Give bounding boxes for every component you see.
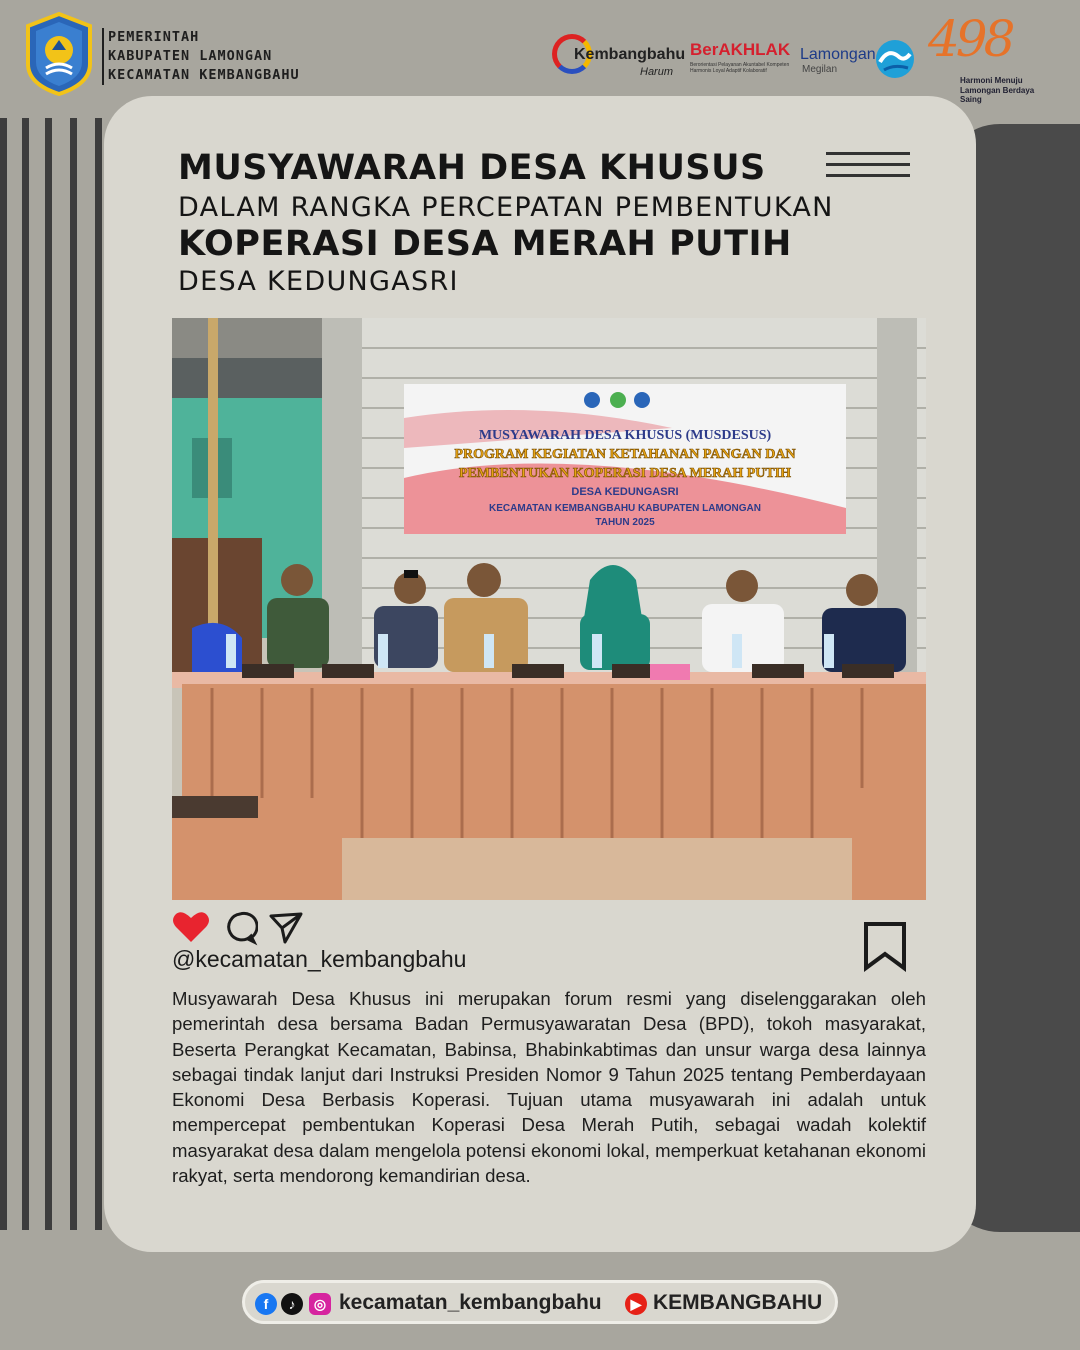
share-send-icon[interactable]	[268, 910, 304, 946]
gov-line-1: PEMERINTAH	[108, 29, 200, 45]
stripe	[70, 118, 77, 1230]
stripe	[0, 118, 7, 1230]
title-line-1: MUSYAWARAH DESA KHUSUS	[178, 148, 766, 188]
social-handle[interactable]: kecamatan_kembangbahu	[339, 1291, 602, 1314]
berakhlak-logo-sub: Berorientasi Pelayanan Akuntabel Kompeten Harmonis Loyal Adaptif Kolaboratif	[690, 62, 790, 74]
title-line-2: DALAM RANGKA PERCEPATAN PEMBENTUKAN	[178, 192, 834, 223]
berakhlak-logo	[690, 40, 795, 80]
kembangbahu-logo-text: Kembangbahu	[574, 46, 686, 63]
lamongan-megilan-logo	[800, 34, 918, 84]
header	[0, 0, 1080, 104]
title-line-4: DESA KEDUNGASRI	[178, 266, 459, 297]
brand-logos	[552, 10, 1072, 104]
facebook-icon[interactable]: f	[255, 1293, 277, 1315]
wave-icon	[874, 38, 916, 80]
youtube-icon[interactable]: ▶	[625, 1293, 647, 1315]
stripe	[45, 118, 52, 1230]
instagram-icon[interactable]: ◎	[309, 1293, 331, 1315]
post-handle[interactable]: @kecamatan_kembangbahu	[172, 946, 467, 972]
tiktok-icon[interactable]: ♪	[281, 1293, 303, 1315]
anniversary-498-logo	[928, 10, 1058, 102]
gov-line-3: KECAMATAN KEMBANGBAHU	[108, 67, 300, 83]
kembangbahu-logo-sub: Harum	[640, 66, 674, 78]
lamongan-regency-emblem-icon	[24, 12, 94, 96]
banner-line-6: TAHUN 2025	[595, 517, 655, 528]
government-name	[108, 28, 300, 85]
banner-line-2: PROGRAM KEGIATAN KETAHANAN PANGAN DAN	[454, 447, 796, 462]
lamongan-logo-text: Lamongan	[800, 46, 876, 63]
bookmark-icon[interactable]	[862, 922, 908, 972]
anniversary-tagline-1: Harmoni Menuju	[960, 76, 1023, 85]
anniversary-number: 498	[928, 10, 1012, 68]
comment-icon[interactable]	[222, 910, 258, 946]
gov-line-2: KABUPATEN LAMONGAN	[108, 48, 273, 64]
stripe	[22, 118, 29, 1230]
post-caption: Musyawarah Desa Khusus ini merupakan forum resmi yang diselenggarakan oleh pemerintah desa bersama Badan Permusyawaratan Desa (BPD), tokoh masyarakat, Beserta Perangkat Kecamatan, Babinsa, Bhabinkabtimas dan unsur warga desa lainnya sebagai tindak lanjut dari Instruksi Presiden Nomor 9 Tahun 2025 tentang Pemberdayaan Ekonomi Desa Berbasis Koperasi. Tujuan utama musyawarah ini adalah untuk mempercepat pembentukan Koperasi Desa Merah Putih, sebagai wadah kolektif masyarakat desa dalam mengelola potensi ekonomi lokal, memperkuat ketahanan ekonomi rakyat, serta mendorong kemandirian desa.	[172, 988, 926, 1187]
title-line-3: KOPERASI DESA MERAH PUTIH	[178, 224, 792, 264]
lamongan-logo-sub: Megilan	[802, 64, 838, 75]
berakhlak-logo-text: BerAKHLAK	[690, 40, 791, 59]
youtube-channel[interactable]: KEMBANGBAHU	[653, 1291, 823, 1314]
banner-title: MUSYAWARAH DESA KHUSUS (MUSDESUS)	[478, 428, 772, 443]
anniversary-tagline-2: Lamongan Berdaya Saing	[960, 86, 1035, 104]
banner-line-4: DESA KEDUNGASRI	[571, 486, 679, 498]
social-footer	[242, 1280, 838, 1324]
post-card	[104, 96, 976, 1252]
stripe	[95, 118, 102, 1230]
banner-line-3: PEMBENTUKAN KOPERASI DESA MERAH PUTIH	[458, 466, 792, 481]
kembangbahu-logo	[552, 30, 687, 86]
like-heart-icon[interactable]	[172, 910, 210, 944]
menu-lines-icon	[826, 152, 910, 182]
banner-line-5: KECAMATAN KEMBANGBAHU KABUPATEN LAMONGAN	[488, 503, 762, 514]
event-photo	[172, 318, 926, 900]
